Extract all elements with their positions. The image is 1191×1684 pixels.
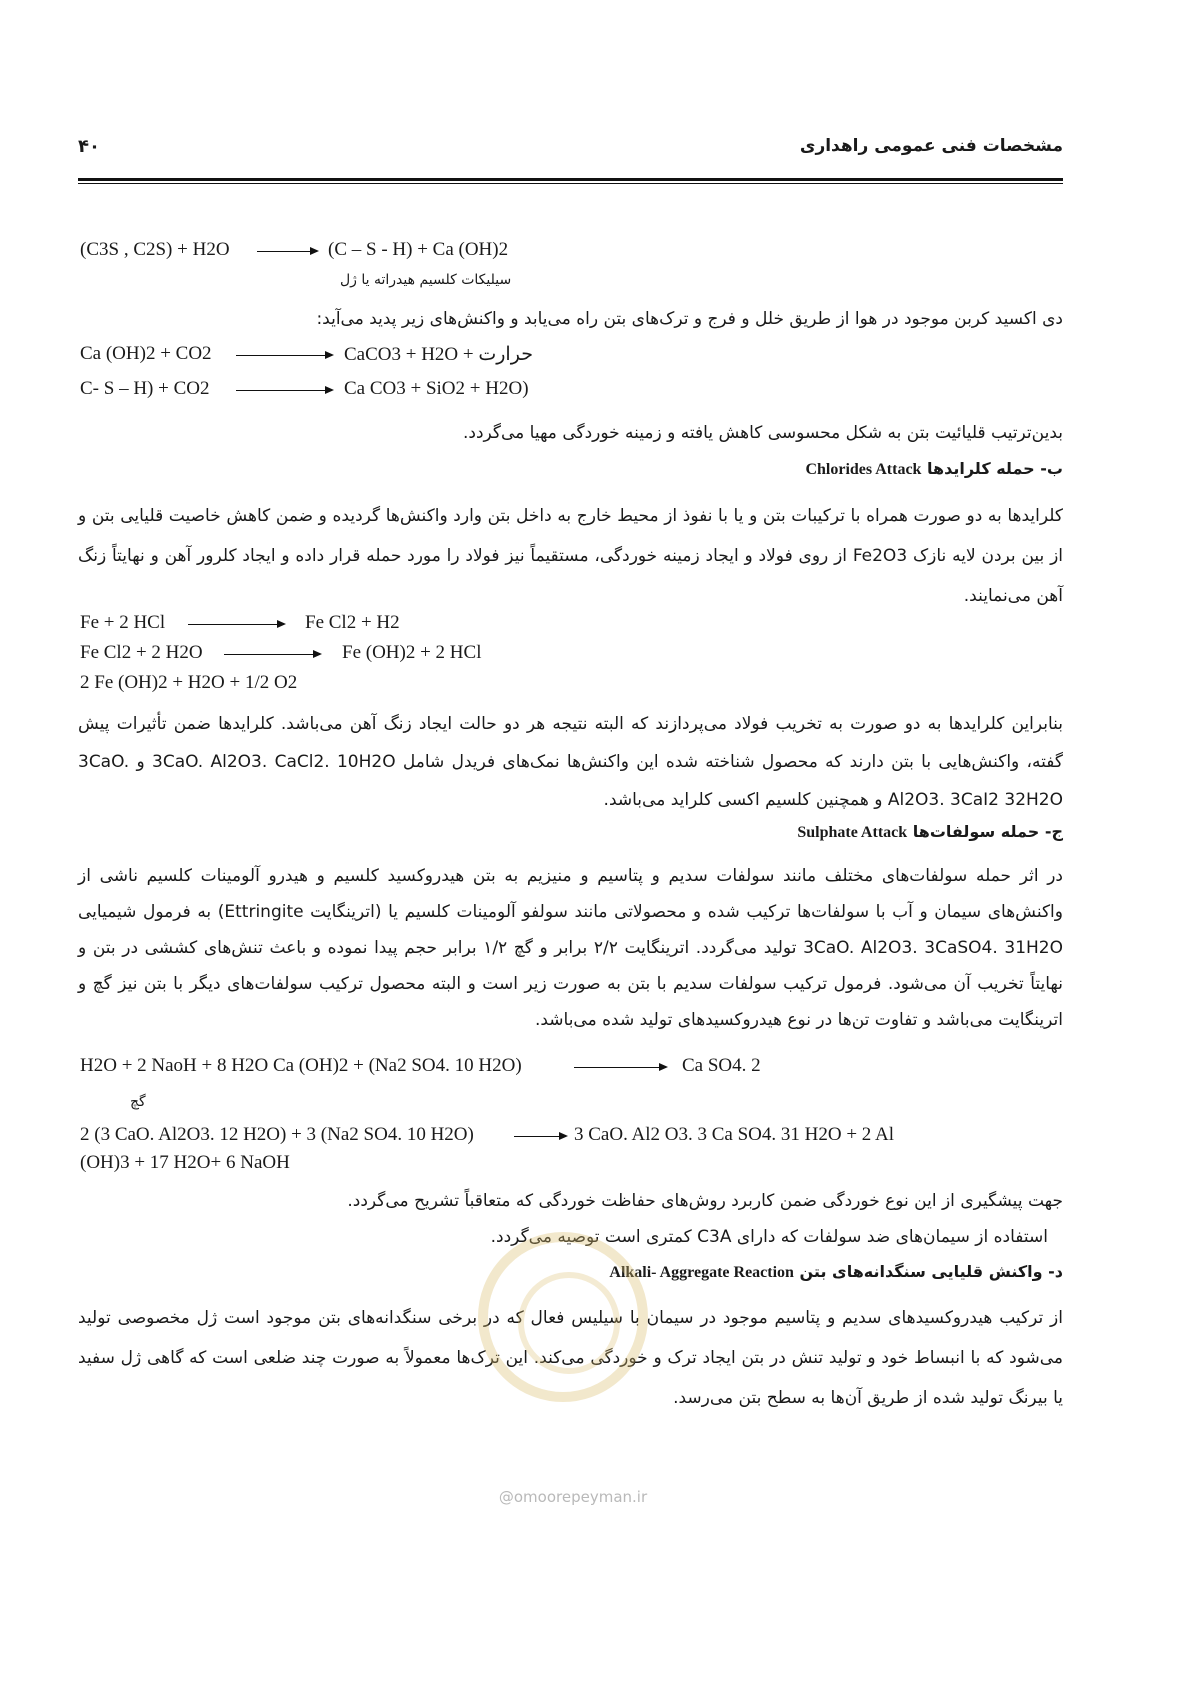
eq5-left: Fe Cl2 + 2 H2O <box>80 642 203 663</box>
eq5-arrow <box>224 654 320 655</box>
eq8-arrow <box>514 1136 566 1137</box>
eq1-left: (C3S , C2S) + H2O <box>80 239 230 260</box>
watermark-seal <box>478 1232 648 1402</box>
watermark-text: @omoorepeyman.ir <box>498 1488 648 1506</box>
header-rule-thick <box>78 178 1063 181</box>
section-b-title-en: Chlorides Attack <box>805 461 922 478</box>
eq6: 2 Fe (OH)2 + H2O + 1/2 O2 <box>80 672 298 693</box>
header-rule-thin <box>78 183 1063 184</box>
paragraph-3: کلرایدها به دو صورت همراه با ترکیبات بتن و یا با نفوذ از محیط خارج به داخل بتن وارد واکنش‌ها گردیده و ضمن کاهش خاصیت قلیایی بتن و از بین بردن لایه نازک Fe2O3 از روی فولاد و ایجاد زمینه خوردگی، مستقیماً نیز فولاد را مورد حمله قرار داده و ایجاد کلرور آهن و نهایتاً زنگ آهن می‌نمایند. <box>78 506 1063 606</box>
section-c-title-en: Sulphate Attack <box>797 824 908 841</box>
eq1-right: (C – S - H) + Ca (OH)2 <box>328 239 509 260</box>
eq8-right: 3 CaO. Al2 O3. 3 Ca SO4. 31 H2O + 2 Al <box>574 1124 895 1145</box>
section-d-title-en: Alkali- Aggregate Reaction <box>609 1264 794 1281</box>
eq8-left: 2 (3 CaO. Al2O3. 12 H2O) + 3 (Na2 SO4. 10 H2O) <box>80 1124 474 1145</box>
paragraph-8: از ترکیب هیدروکسیدهای سدیم و پتاسیم موجود در سیمان با سیلیس فعال که در برخی سنگدانه‌های بتن موجود است ژل مخصوصی تولید می‌شود که با انبساط خود و تولید تنش در بتن ایجاد ترک و خوردگی می‌کند. این ترک‌ها معمولاً به صورت چند ضلعی است که گاهی ژل سفید یا بیرنگ تولید شده از طریق آن‌ها به سطح بتن می‌رسد. <box>78 1308 1063 1408</box>
page-header <box>78 136 1063 166</box>
paragraph-6: جهت پیشگیری از این نوع خوردگی ضمن کاربرد روش‌های حفاظت خوردگی که متعاقباً تشریح می‌گردد. <box>347 1191 1063 1211</box>
eq2-left: Ca (OH)2 + CO2 <box>80 343 212 364</box>
header-title: مشخصات فنی عمومی راهداری <box>799 136 1063 156</box>
paragraph-1: دی اکسید کربن موجود در هوا از طریق خلل و فرج و ترک‌های بتن راه می‌یابد و واکنش‌های زیر پدید می‌آید: <box>316 309 1063 329</box>
eq3-left: C- S – H) + CO2 <box>80 378 210 399</box>
page-number: ۴۰ <box>78 136 100 157</box>
eq1-arrow <box>257 251 317 252</box>
eq3-arrow <box>236 390 332 391</box>
eq7-note: گچ <box>130 1094 146 1110</box>
paragraph-2: بدین‌ترتیب قلیائیت بتن به شکل محسوسی کاهش یافته و زمینه خوردگی مهیا می‌گردد. <box>462 423 1063 443</box>
eq3-right: Ca CO3 + SiO2 + H2O) <box>344 378 529 399</box>
eq7-right: Ca SO4. 2 <box>682 1055 761 1076</box>
section-c-title-fa: ج- حمله سولفات‌ها <box>912 822 1063 841</box>
paragraph-5: در اثر حمله سولفات‌های مختلف مانند سولفات سدیم و پتاسیم و منیزیم به بتن هیدروکسید کلسیم و هیدرو آلومینات کلسیم ناشی از واکنش‌های سیمان و آب با سولفات‌ها ترکیب شده و محصولاتی مانند سولفو آلومینات کلسیم یا (اترینگایت Ettringite) به فرمول شیمیایی 3CaO. Al2O3. 3CaSO4. 31H2O تولید می‌گردد. اترینگایت ۲/۲ برابر و گچ ۱/۲ برابر حجم پیدا نموده و باعث تنش‌های کششی در بتن و نهایتاً تخریب آن می‌شود. فرمول ترکیب سولفات سدیم با بتن به صورت زیر است و البته محصول ترکیب سولفات‌های دیگر با بتن نیز گچ و اترینگایت می‌باشد و تفاوت تن‌ها در نوع هیدروکسیدهای تولید شده می‌باشد. <box>78 866 1064 1030</box>
section-b-title-fa: ب- حمله کلرایدها <box>927 459 1063 478</box>
eq5-right: Fe (OH)2 + 2 HCl <box>342 642 482 663</box>
eq4-right: Fe Cl2 + H2 <box>305 612 400 633</box>
eq7-left: H2O + 2 NaoH + 8 H2O Ca (OH)2 + (Na2 SO4. 10 H2O) <box>80 1055 522 1076</box>
eq1-note: سیلیکات کلسیم هیدراته یا ژل <box>340 272 512 288</box>
section-b-heading <box>113 459 1063 479</box>
eq4-left: Fe + 2 HCl <box>80 612 166 633</box>
eq2-right: CaCO3 + H2O + حرارت <box>344 344 533 365</box>
eq7-arrow <box>574 1067 666 1068</box>
paragraph-7: استفاده از سیمان‌های ضد سولفات که دارای C3A کمتری است توصیه می‌گردد. <box>490 1227 1048 1247</box>
eq2-arrow <box>236 355 332 356</box>
eq8-line2: (OH)3 + 17 H2O+ 6 NaOH <box>80 1152 290 1173</box>
eq4-arrow <box>188 624 284 625</box>
section-c-heading <box>113 822 1063 842</box>
paragraph-4: بنابراین کلرایدها به دو صورت به تخریب فولاد می‌پردازند که البته نتیجه هر دو حالت ایجاد زنگ آهن می‌باشد. کلرایدها ضمن تأثیرات پیش گفته، واکنش‌هایی با بتن دارند که محصول شناخته شده این واکنش‌ها نمک‌های فریدل شامل 3CaO. Al2O3. CaCl2. 10H2O و 3CaO. Al2O3. 3CaI2 32H2O و همچنین کلسیم اکسی کلراید می‌باشد. <box>78 714 1063 810</box>
section-d-title-fa: د- واکنش قلیایی سنگدانه‌های بتن <box>799 1262 1063 1281</box>
